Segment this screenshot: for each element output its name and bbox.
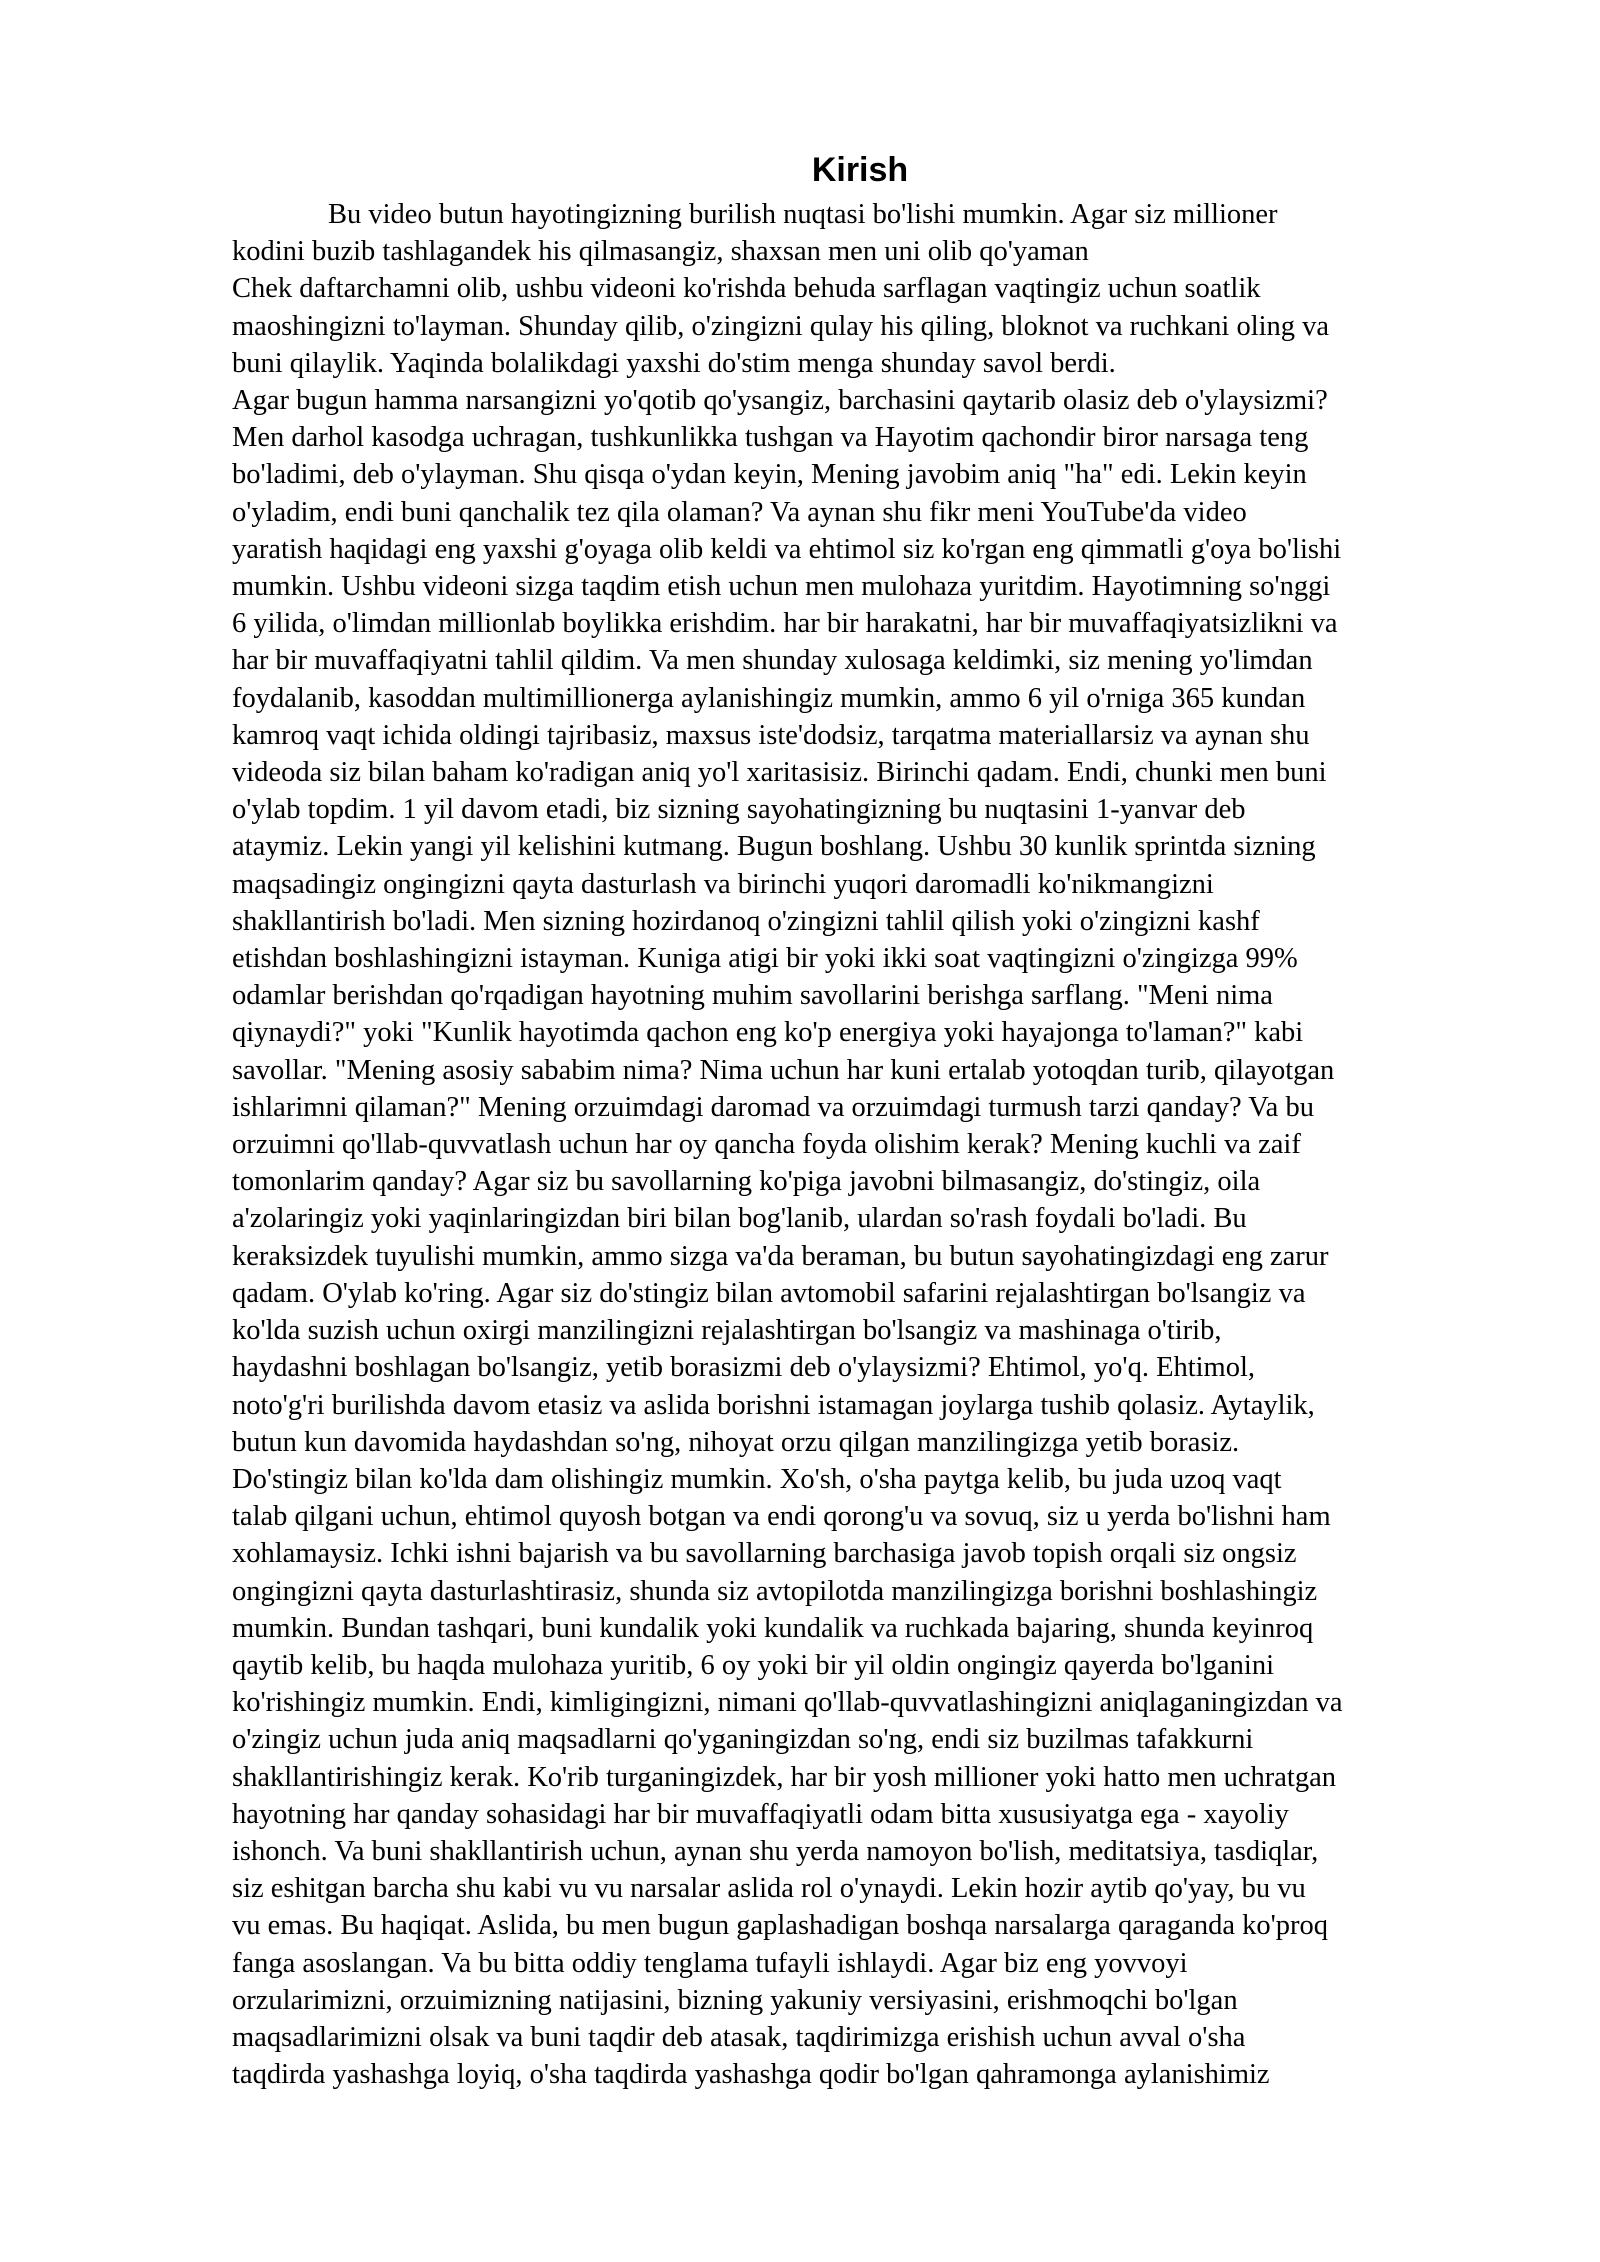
- body-paragraph: [232, 196, 1492, 2093]
- text-line: ko'lda suzish uchun oxirgi manzilingizni rejalashtirgan bo'lsangiz va mashinaga o'tirib,: [232, 1315, 1222, 1347]
- text-line: ko'rishingiz mumkin. Endi, kimligingizni, nimani qo'llab-quvvatlashingizni aniqlaganingizdan va: [232, 1687, 1343, 1719]
- text-line: butun kun davomida haydashdan so'ng, nihoyat orzu qilgan manzilingizga yetib borasiz.: [232, 1426, 1240, 1458]
- text-line: ishonch. Va buni shakllantirish uchun, aynan shu yerda namoyon bo'lish, meditatsiya, tasdiqlar,: [232, 1835, 1319, 1867]
- text-line: talab qilgani uchun, ehtimol quyosh botgan va endi qorong'u va sovuq, siz u yerda bo'lishni ham: [232, 1501, 1331, 1533]
- text-line: orzuimni qo'llab-quvvatlash uchun har oy qancha foyda olishim kerak? Mening kuchli va zaif: [232, 1129, 1301, 1161]
- text-line: vu emas. Bu haqiqat. Aslida, bu men bugun gaplashadigan boshqa narsalarga qaraganda ko'proq: [232, 1910, 1329, 1942]
- text-line: ongingizni qayta dasturlashtirasiz, shunda siz avtopilotda manzilingizga borishni boshlashingiz: [232, 1575, 1318, 1607]
- text-line: maqsadingiz ongingizni qayta dasturlash va birinchi yuqori daromadli ko'nikmangizni: [232, 868, 1214, 900]
- text-line: videoda siz bilan baham ko'radigan aniq yo'l xaritasisiz. Birinchi qadam. Endi, chunki men buni: [232, 757, 1327, 789]
- text-line: shakllantirish bo'ladi. Men sizning hozirdanoq o'zingizni tahlil qilish yoki o'zingizni kashf: [232, 905, 1260, 937]
- text-line: keraksizdek tuyulishi mumkin, ammo sizga va'da beraman, bu butun sayohatingizdagi eng zarur: [232, 1240, 1329, 1272]
- text-line: mumkin. Bundan tashqari, buni kundalik yoki kundalik va ruchkada bajaring, shunda keyinroq: [232, 1612, 1314, 1644]
- text-line: yaratish haqidagi eng yaxshi g'oyaga olib keldi va ehtimol siz ko'rgan eng qimmatli g'oya bo'lishi: [232, 533, 1342, 565]
- text-line: etishdan boshlashingizni istayman. Kuniga atigi bir yoki ikki soat vaqtingizni o'zingizga 99%: [232, 943, 1298, 975]
- text-line: ishlarimni qilaman?" Mening orzuimdagi daromad va orzuimdagi turmush tarzi qanday? Va bu: [232, 1091, 1314, 1123]
- text-line: mumkin. Ushbu videoni sizga taqdim etish uchun men mulohaza yuritdim. Hayotimning so'nggi: [232, 571, 1331, 603]
- text-line: Bu video butun hayotingizning burilish nuqtasi bo'lishi mumkin. Agar siz millioner: [328, 199, 1278, 230]
- text-line: hayotning har qanday sohasidagi har bir muvaffaqiyatli odam bitta xususiyatga ega - xayoliy: [232, 1798, 1289, 1830]
- text-line: maqsadlarimizni olsak va buni taqdir deb atasak, taqdirimizga erishish uchun avval o'sha: [232, 2021, 1246, 2053]
- page-title: Kirish: [811, 151, 909, 189]
- text-line: ataymiz. Lekin yangi yil kelishini kutmang. Bugun boshlang. Ushbu 30 kunlik sprintda sizning: [232, 831, 1316, 863]
- text-line: savollar. "Mening asosiy sababim nima? Nima uchun har kuni ertalab yotoqdan turib, qilayotgan: [232, 1054, 1335, 1086]
- text-line: Men darhol kasodga uchragan, tushkunlikka tushgan va Hayotim qachondir biror narsaga teng: [232, 422, 1309, 454]
- text-line: buni qilaylik. Yaqinda bolalikdagi yaxshi do'stim menga shunday savol berdi.: [232, 347, 1116, 379]
- text-line: noto'g'ri burilishda davom etasiz va aslida borishni istamagan joylarga tushib qolasiz. Aytaylik,: [232, 1389, 1315, 1421]
- text-line: Chek daftarchamni olib, ushbu videoni ko'rishda behuda sarflagan vaqtingiz uchun soatlik: [232, 273, 1261, 305]
- text-line: qiynaydi?" yoki "Kunlik hayotimda qachon eng ko'p energiya yoki hayajonga to'laman?" kabi: [232, 1017, 1304, 1049]
- text-line: kodini buzib tashlagandek his qilmasangiz, shaxsan men uni olib qo'yaman: [232, 236, 1089, 268]
- text-line: fanga asoslangan. Va bu bitta oddiy tenglama tufayli ishlaydi. Agar biz eng yovvoyi: [232, 1947, 1188, 1979]
- text-line: o'zingiz uchun juda aniq maqsadlarni qo'yganingizdan so'ng, endi siz buzilmas tafakkurni: [232, 1724, 1254, 1756]
- text-line: har bir muvaffaqiyatni tahlil qildim. Va men shunday xulosaga keldimki, siz mening yo'limdan: [232, 645, 1313, 677]
- text-line: xohlamaysiz. Ichki ishni bajarish va bu savollarning barchasiga javob topish orqali siz ongsiz: [232, 1538, 1297, 1570]
- text-line: qadam. O'ylab ko'ring. Agar siz do'stingiz bilan avtomobil safarini rejalashtirgan bo'lsangiz va: [232, 1277, 1306, 1309]
- text-line: maoshingizni to'layman. Shunday qilib, o'zingizni qulay his qiling, bloknot va ruchkani oling va: [232, 310, 1330, 342]
- text-line: tomonlarim qanday? Agar siz bu savollarning ko'piga javobni bilmasangiz, do'stingiz, oila: [232, 1166, 1261, 1198]
- text-line: 6 yilida, o'limdan millionlab boylikka erishdim. har bir harakatni, har bir muvaffaqiyatsizlikni va: [232, 608, 1338, 640]
- text-line: Agar bugun hamma narsangizni yo'qotib qo'ysangiz, barchasini qaytarib olasiz deb o'ylaysizmi?: [232, 385, 1328, 417]
- text-line: bo'ladimi, deb o'ylayman. Shu qisqa o'ydan keyin, Mening javobim aniq "ha" edi. Lekin keyin: [232, 459, 1307, 491]
- text-line: Do'stingiz bilan ko'lda dam olishingiz mumkin. Xo'sh, o'sha paytga kelib, bu juda uzoq vaqt: [232, 1463, 1282, 1495]
- text-line: kamroq vaqt ichida oldingi tajribasiz, maxsus iste'dodsiz, tarqatma materiallarsiz va aynan shu: [232, 719, 1310, 751]
- text-line: shakllantirishingiz kerak. Ko'rib turganingizdek, har bir yosh millioner yoki hatto men uchratgan: [232, 1761, 1336, 1793]
- text-line: a'zolaringiz yoki yaqinlaringizdan biri bilan bog'lanib, ulardan so'rash foydali bo'ladi. Bu: [232, 1203, 1247, 1235]
- text-line: orzularimizni, orzuimizning natijasini, bizning yakuniy versiyasini, erishmoqchi bo'lgan: [232, 1984, 1238, 2016]
- text-line: odamlar berishdan qo'rqadigan hayotning muhim savollarini berishga sarflang. "Meni nima: [232, 980, 1273, 1012]
- text-line: siz eshitgan barcha shu kabi vu vu narsalar aslida rol o'ynaydi. Lekin hozir aytib qo'yay, bu vu: [232, 1873, 1306, 1905]
- text-line: o'ylab topdim. 1 yil davom etadi, biz sizning sayohatingizning bu nuqtasini 1-yanvar deb: [232, 794, 1246, 826]
- text-line: foydalanib, kasoddan multimillionerga aylanishingiz mumkin, ammo 6 yil o'rniga 365 kundan: [232, 682, 1306, 714]
- text-line: o'yladim, endi buni qanchalik tez qila olaman? Va aynan shu fikr meni YouTube'da video: [232, 496, 1247, 528]
- text-line: haydashni boshlagan bo'lsangiz, yetib borasizmi deb o'ylaysizmi? Ehtimol, yo'q. Ehtimol,: [232, 1352, 1256, 1384]
- text-line: qaytib kelib, bu haqda mulohaza yuritib, 6 oy yoki bir yil oldin ongingiz qayerda bo'lganini: [232, 1649, 1275, 1681]
- text-line: taqdirda yashashga loyiq, o'sha taqdirda yashashga qodir bo'lgan qahramonga aylanishimiz: [232, 2059, 1270, 2091]
